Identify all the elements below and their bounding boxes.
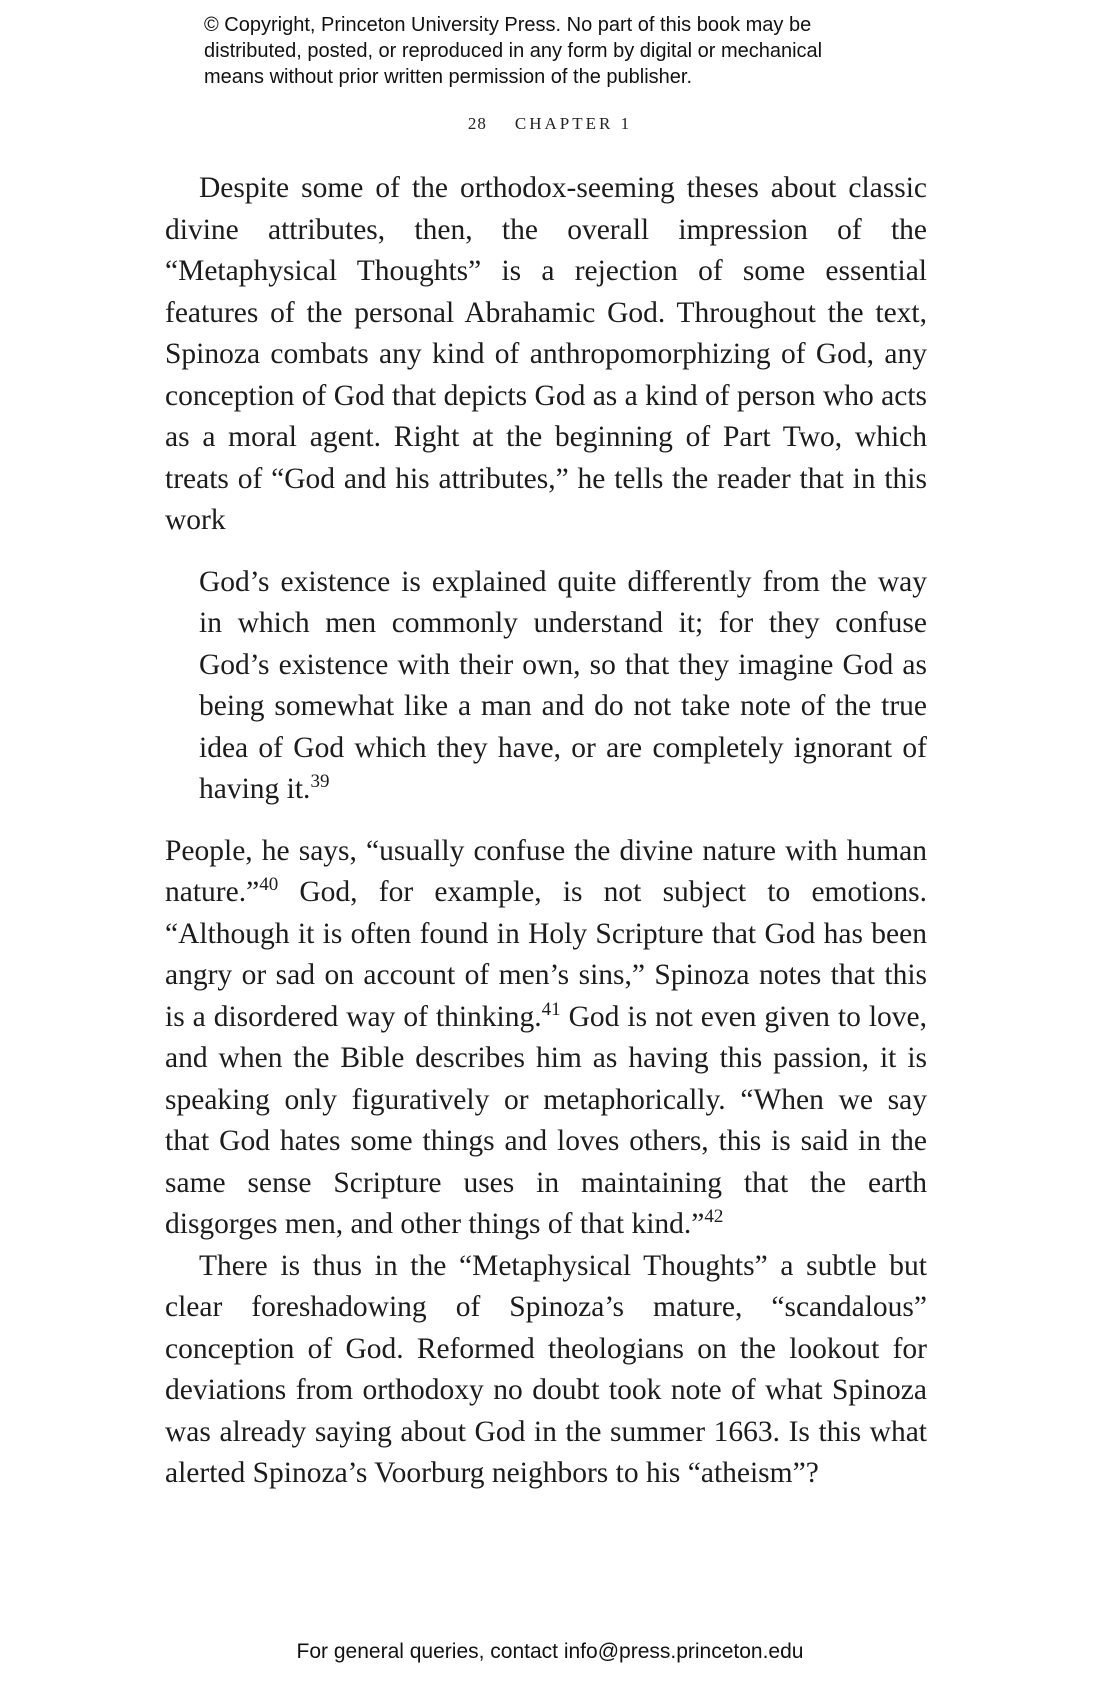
running-head (0, 114, 1100, 134)
copyright-notice (204, 12, 924, 90)
paragraph-3: There is thus in the “Metaphysical Thoughts” a subtle but clear foreshadowing of Spinoza’s mature, “scandalous” conception of God. Reformed theologians on the lookout for deviations from orthodoxy no doubt took note of what Spinoza was already saying about God in the summer 1663. Is this what alerted Spinoza’s Voorburg neighbors to his “atheism”? (165, 1249, 927, 1489)
paragraph-2-seg-3: God is not even given to love, and when the Bible describes him as having this passion, it is speaking only figuratively or metaphorically. “When we say that God hates some things and loves others, this is said in the same sense Scripture uses in maintaining that the earth disgorges men, and other things of that kind.” (165, 1000, 928, 1240)
block-quote (199, 562, 927, 811)
paragraph-1: Despite some of the orthodox-seeming theses about classic divine attributes, then, the overall impression of the “Metaphysical Thoughts” is a rejection of some essential features of the personal Abrahamic God. Throughout the text, Spinoza combats any kind of anthropomorphizing of God, any conception of God that depicts God as a kind of person who acts as a moral agent. Right at the beginning of Part Two, which treats of “God and his attributes,” he tells the reader that in this work (165, 172, 927, 536)
block-quote-text: God’s existence is explained quite differently from the way in which men commonly understand it; for they confuse God’s existence with their own, so that they imagine God as being somewhat like a man and do not take note of the true idea of God which they have, or are completely ignorant of having it. (199, 565, 927, 805)
copyright-line-3: means without prior written permission of the publisher. (204, 66, 693, 88)
footnote-ref-42: 42 (704, 1206, 724, 1228)
footer-contact: For general queries, contact info@press.princeton.edu (296, 1640, 804, 1663)
page-number: 28 (467, 114, 487, 133)
footnote-ref-41: 41 (541, 998, 561, 1020)
paragraph-2-seg-1: People, he says, “usually confuse the divine nature with human nature.” (165, 834, 927, 908)
chapter-label: CHAPTER 1 (514, 114, 633, 133)
body-text (165, 168, 927, 1495)
footnote-ref-40: 40 (259, 874, 279, 896)
paragraph-2 (165, 831, 927, 1246)
paragraph-2-seg-2: God, for example, is not subject to emotions. “Although it is often found in Holy Scripture that God has been angry or sad on account of men’s sins,” Spinoza notes that this is a disordered way of thinking. (165, 876, 927, 1033)
footnote-ref-39: 39 (310, 771, 330, 793)
copyright-line-1: © Copyright, Princeton University Press. No part of this book may be (204, 14, 812, 36)
copyright-line-2: distributed, posted, or reproduced in any form by digital or mechanical (204, 40, 823, 62)
